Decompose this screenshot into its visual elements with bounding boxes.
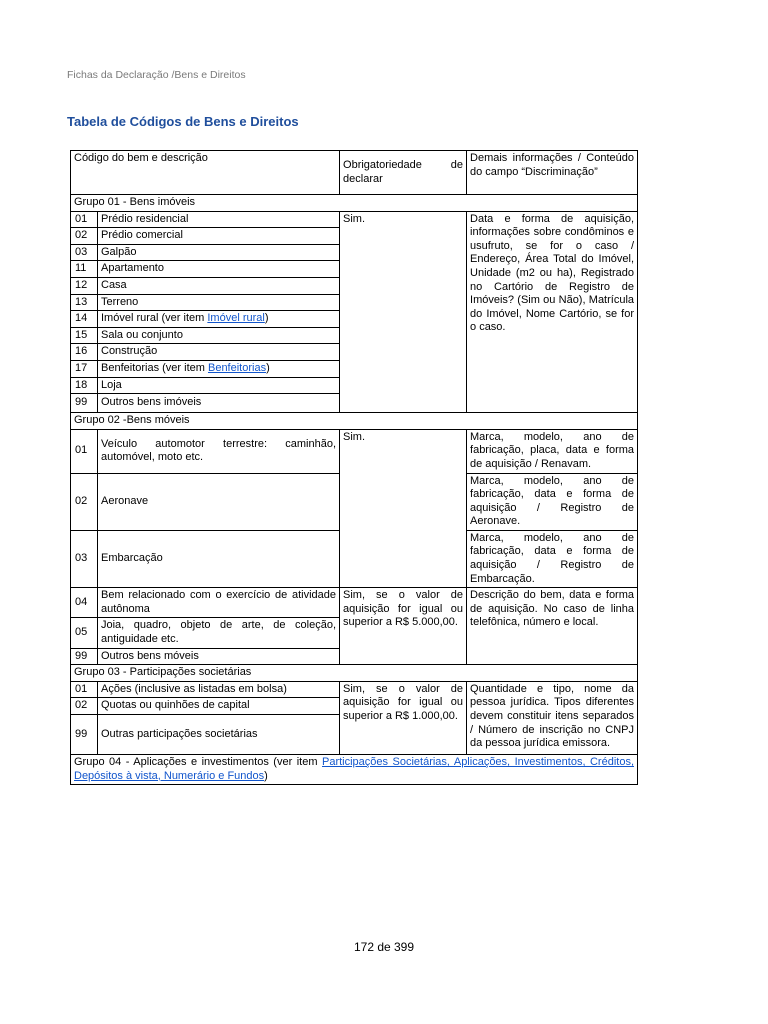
- item-code: 02: [71, 698, 98, 715]
- group-04-text: [71, 755, 638, 785]
- item-info: Marca, modelo, ano de fabricação, placa, data e forma de aquisição / Renavam.: [467, 429, 638, 473]
- item-code: 11: [71, 261, 98, 278]
- item-desc: Loja: [98, 377, 340, 394]
- codes-table: [70, 150, 638, 785]
- group-01-info: Data e forma de aquisição, informações sobre condôminos e usufruto, se for o caso / Endereço, Área Total do Imóvel, Unidade (m2 ou ha), Registrado no Cartório de Registro de Imóveis? (Sim ou Não), Matrícula do Imóvel, Nome Cartório, se for o caso.: [467, 211, 638, 413]
- item-code: 13: [71, 294, 98, 311]
- group-01-header: [71, 195, 638, 212]
- item-desc: Prédio comercial: [98, 228, 340, 245]
- item-desc: Embarcação: [98, 530, 340, 587]
- header-code-desc: Código do bem e descrição: [71, 151, 340, 195]
- item-code: 99: [71, 648, 98, 665]
- group-03-info: Quantidade e tipo, nome da pessoa jurídica. Tipos diferentes devem constituir itens separados / Número de inscrição no CNPJ da pessoa jurídica emissora.: [467, 681, 638, 754]
- imovel-rural-link[interactable]: Imóvel rural: [207, 312, 265, 325]
- group-04-suffix: ): [264, 769, 268, 782]
- item-desc-suffix: ): [266, 361, 270, 374]
- group-02-header: [71, 413, 638, 430]
- group-03-header: [71, 665, 638, 682]
- item-info: Marca, modelo, ano de fabricação, data e forma de aquisição / Registro de Embarcação.: [467, 530, 638, 587]
- item-desc: Veículo automotor terrestre: caminhão, automóvel, moto etc.: [98, 429, 340, 473]
- item-code: 02: [71, 473, 98, 530]
- header-obrig: Obrigatoriedade de declarar: [340, 151, 467, 195]
- item-desc: Ações (inclusive as listadas em bolsa): [98, 681, 340, 698]
- group-04-prefix: Grupo 04 - Aplicações e investimentos (ver item: [74, 756, 322, 768]
- table-row: [71, 588, 638, 618]
- item-info: Marca, modelo, ano de fabricação, data e forma de aquisição / Registro de Aeronave.: [467, 473, 638, 530]
- item-desc: Construção: [98, 344, 340, 361]
- item-desc: Aeronave: [98, 473, 340, 530]
- item-code: 99: [71, 715, 98, 755]
- item-code: 01: [71, 681, 98, 698]
- item-desc: [98, 311, 340, 328]
- item-code: 01: [71, 211, 98, 228]
- table-header-row: [71, 151, 638, 195]
- item-desc-suffix: ): [264, 312, 269, 325]
- page-number: 172 de 399: [353, 940, 415, 954]
- item-code: 03: [71, 530, 98, 587]
- item-code: 18: [71, 377, 98, 394]
- item-desc: Prédio residencial: [98, 211, 340, 228]
- group-title: Grupo 02 -Bens móveis: [71, 413, 638, 430]
- item-code: 15: [71, 327, 98, 344]
- item-desc: Casa: [98, 277, 340, 294]
- group-title: Grupo 03 - Participações societárias: [71, 665, 638, 682]
- group-02-obrig-2: Sim, se o valor de aquisição for igual ou superior a R$ 5.000,00.: [340, 588, 467, 665]
- item-code: 01: [71, 429, 98, 473]
- item-desc: Outras participações societárias: [98, 715, 340, 755]
- item-desc: Galpão: [98, 244, 340, 261]
- group-02-info-04-05: Descrição do bem, data e forma de aquisição. No caso de linha telefônica, número e local.: [467, 588, 638, 665]
- item-code: 04: [71, 588, 98, 618]
- item-code: 02: [71, 228, 98, 245]
- breadcrumb: Fichas da Declaração /Bens e Direitos: [67, 69, 246, 81]
- benfeitorias-link[interactable]: Benfeitorias: [207, 361, 267, 374]
- group-04-row: [71, 755, 638, 785]
- item-desc-prefix: Imóvel rural (ver item: [101, 312, 208, 325]
- table-row: [71, 681, 638, 698]
- item-desc: Outros bens móveis: [98, 648, 340, 665]
- item-code: 14: [71, 311, 98, 328]
- group-03-obrig: Sim, se o valor de aquisição for igual ou superior a R$ 1.000,00.: [340, 681, 467, 754]
- item-desc: Outros bens imóveis: [98, 394, 340, 413]
- item-code: 16: [71, 344, 98, 361]
- participacoes-link[interactable]: Participações Societárias, Aplicações, Investimentos, Créditos, Depósitos à vista, Numerário e Fundos: [74, 756, 635, 782]
- page-title: Tabela de Códigos de Bens e Direitos: [67, 114, 299, 129]
- header-info: Demais informações / Conteúdo do campo “Discriminação”: [467, 151, 638, 195]
- item-desc-prefix: Benfeitorias (ver item: [101, 361, 208, 374]
- group-02-obrig-1: Sim.: [340, 429, 467, 588]
- item-code: 03: [71, 244, 98, 261]
- item-desc: Bem relacionado com o exercício de atividade autônoma: [98, 588, 340, 618]
- group-title: Grupo 01 - Bens imóveis: [71, 195, 638, 212]
- item-code: 17: [71, 360, 98, 377]
- item-desc: Terreno: [98, 294, 340, 311]
- item-code: 12: [71, 277, 98, 294]
- group-01-obrig: Sim.: [340, 211, 467, 413]
- item-desc: [98, 360, 340, 377]
- table-row: [71, 429, 638, 473]
- item-code: 99: [71, 394, 98, 413]
- item-desc: Joia, quadro, objeto de arte, de coleção, antiguidade etc.: [98, 618, 340, 648]
- table-row: [71, 211, 638, 228]
- item-desc: Apartamento: [98, 261, 340, 278]
- item-code: 05: [71, 618, 98, 648]
- item-desc: Sala ou conjunto: [98, 327, 340, 344]
- item-desc: Quotas ou quinhões de capital: [98, 698, 340, 715]
